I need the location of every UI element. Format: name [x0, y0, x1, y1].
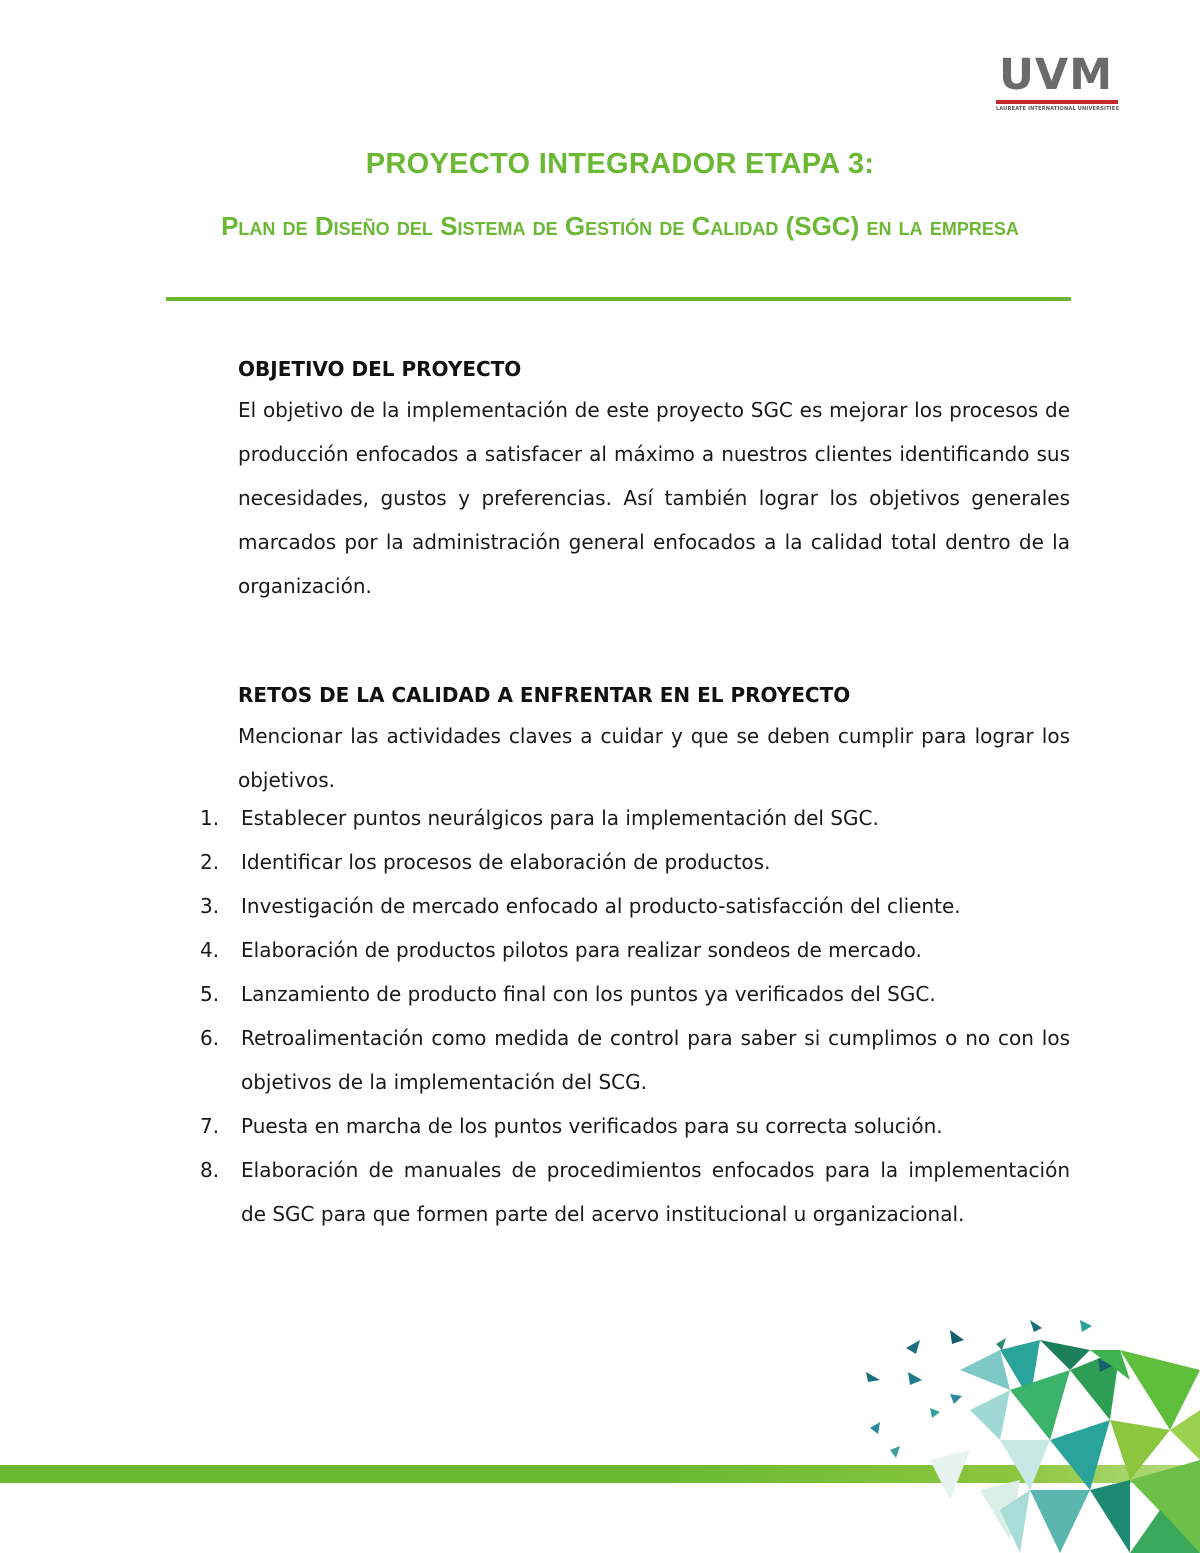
list-item — [200, 928, 1070, 972]
title-divider — [166, 297, 1071, 301]
challenges-list — [200, 796, 1070, 1236]
uvm-logo — [996, 50, 1124, 112]
objective-heading: OBJETIVO DEL PROYECTO — [238, 357, 522, 381]
list-item — [200, 840, 1070, 884]
list-item — [200, 884, 1070, 928]
list-item-number: 8. — [200, 1158, 220, 1182]
list-item-number: 3. — [200, 894, 220, 918]
list-item-text: Establecer puntos neurálgicos para la implementación del SGC. — [241, 806, 879, 830]
list-item-text: Puesta en marcha de los puntos verificados para su correcta solución. — [241, 1114, 943, 1138]
list-item-number: 1. — [200, 806, 220, 830]
list-item-text: Retroalimentación como medida de control para saber si cumplimos o no con los objetivos de la implementación del SCG. — [241, 1026, 1070, 1094]
list-item-text: Elaboración de productos pilotos para realizar sondeos de mercado. — [241, 938, 922, 962]
list-item-number: 5. — [200, 982, 220, 1006]
list-item-number: 2. — [200, 850, 220, 874]
logo-subtitle: LAUREATE INTERNATIONAL UNIVERSITIES — [996, 106, 1120, 112]
list-item-text: Lanzamiento de producto final con los puntos ya verificados del SGC. — [241, 982, 936, 1006]
section-spacer — [238, 608, 1070, 676]
list-item-number: 7. — [200, 1114, 220, 1138]
list-item — [200, 796, 1070, 840]
document-title: PROYECTO INTEGRADOR ETAPA 3: — [365, 148, 875, 180]
list-item — [200, 1016, 1070, 1104]
list-item-text: Identificar los procesos de elaboración de productos. — [241, 850, 771, 874]
list-item — [200, 1148, 1070, 1236]
challenges-intro: Mencionar las actividades claves a cuidar y que se deben cumplir para lograr los objetivos. — [238, 724, 1070, 792]
list-item-text: Elaboración de manuales de procedimientos enfocados para la implementación de SGC para que formen parte del acervo institucional u organizacional. — [241, 1158, 1070, 1226]
list-item — [200, 972, 1070, 1016]
logo-text: UVM — [999, 50, 1113, 100]
geometric-decoration — [830, 1310, 1200, 1553]
list-item-number: 6. — [200, 1026, 220, 1050]
list-item-number: 4. — [200, 938, 220, 962]
list-item — [200, 1104, 1070, 1148]
list-item-text: Investigación de mercado enfocado al producto-satisfacción del cliente. — [241, 894, 961, 918]
document-subtitle: Plan de Diseño del Sistema de Gestión de Calidad (SGC) en la empresa — [221, 211, 1019, 241]
objective-text: El objetivo de la implementación de este proyecto SGC es mejorar los procesos de producción enfocados a satisfacer al máximo a nuestros clientes identificando sus necesidades, gustos y preferencias. Así también lograr los objetivos generales marcados por la administración general enfocados a la calidad total dentro de la organización. — [238, 398, 1070, 598]
objective-section — [238, 350, 1070, 802]
challenges-heading: RETOS DE LA CALIDAD A ENFRENTAR EN EL PROYECTO — [238, 683, 851, 707]
logo-underline — [996, 100, 1118, 104]
